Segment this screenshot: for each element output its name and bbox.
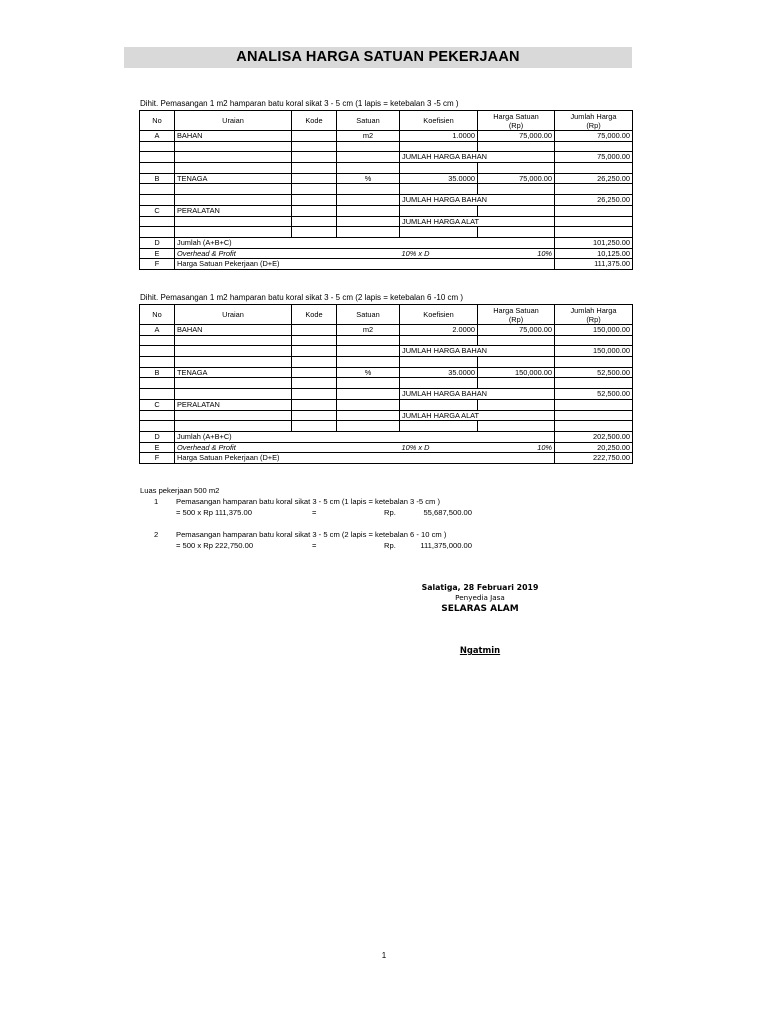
blank-row <box>140 378 633 389</box>
row-d: D Jumlah (A+B+C) 202,500.00 <box>140 431 633 442</box>
header-uraian: Uraian <box>175 111 292 131</box>
header-harga-satuan: Harga Satuan (Rp) <box>478 305 555 325</box>
summary-item-1-currency: Rp. <box>384 508 396 517</box>
row-tenaga: B TENAGA % 35.0000 150,000.00 52,500.00 <box>140 367 633 378</box>
row-jumlah-bahan: JUMLAH HARGA BAHAN 150,000.00 <box>140 346 633 357</box>
signature-place-date: Salatiga, 28 Februari 2019 <box>421 583 539 592</box>
summary-item-2-eq: = <box>312 541 317 550</box>
row-jumlah-alat: JUMLAH HARGA ALAT <box>140 410 633 421</box>
header-koefisien: Koefisien <box>400 305 478 325</box>
header-no: No <box>140 305 175 325</box>
row-e: E Overhead & Profit 10% x D 10% 20,250.00 <box>140 442 633 453</box>
summary-item-1-eq: = <box>312 508 317 517</box>
header-jumlah-harga: Jumlah Harga (Rp) <box>555 111 633 131</box>
blank-row <box>140 421 633 432</box>
row-tenaga: B TENAGA % 35.0000 75,000.00 26,250.00 <box>140 173 633 184</box>
summary-item-2-total: 111,375,000.00 <box>420 541 472 550</box>
summary-item-1-calc: = 500 x Rp 111,375.00 <box>176 508 252 517</box>
blank-row <box>140 227 633 238</box>
summary-item-2-currency: Rp. <box>384 541 396 550</box>
header-no: No <box>140 111 175 131</box>
blank-row <box>140 184 633 195</box>
table-2-caption: Dihit. Pemasangan 1 m2 hamparan batu koral sikat 3 - 5 cm (2 lapis = ketebalan 6 -10 cm ) <box>140 293 464 302</box>
blank-row <box>140 335 633 346</box>
row-jumlah-tenaga: JUMLAH HARGA BAHAN 52,500.00 <box>140 389 633 400</box>
header-uraian: Uraian <box>175 305 292 325</box>
table-header-row <box>140 111 633 131</box>
page-number: 1 <box>381 951 387 960</box>
blank-row <box>140 163 633 174</box>
row-f: F Harga Satuan Pekerjaan (D+E) 222,750.00 <box>140 453 633 464</box>
header-kode: Kode <box>292 111 337 131</box>
page-title: ANALISA HARGA SATUAN PEKERJAAN <box>124 47 632 68</box>
blank-row <box>140 141 633 152</box>
summary-item-1-total: 55,687,500.00 <box>423 508 472 517</box>
header-satuan: Satuan <box>337 111 400 131</box>
header-koefisien: Koefisien <box>400 111 478 131</box>
summary-item-1-num: 1 <box>154 497 159 506</box>
signature-company: SELARAS ALAM <box>441 604 519 614</box>
signature-name: Ngatmin <box>459 645 501 655</box>
summary-item-2-num: 2 <box>154 530 159 539</box>
summary-item-2-desc: Pemasangan hamparan batu koral sikat 3 - 5 cm (2 lapis = ketebalan 6 - 10 cm ) <box>176 530 447 539</box>
signature-role: Penyedia Jasa <box>455 593 505 602</box>
row-peralatan: C PERALATAN <box>140 399 633 410</box>
ahs-table-1 <box>139 110 633 270</box>
row-bahan: A BAHAN m2 2.0000 75,000.00 150,000.00 <box>140 325 633 336</box>
header-jumlah-harga: Jumlah Harga (Rp) <box>555 305 633 325</box>
summary-item-1-desc: Pemasangan hamparan batu koral sikat 3 - 5 cm (1 lapis = ketebalan 3 -5 cm ) <box>176 497 441 506</box>
summary-item-2-calc: = 500 x Rp 222,750.00 <box>176 541 254 550</box>
row-jumlah-bahan: JUMLAH HARGA BAHAN 75,000.00 <box>140 152 633 163</box>
row-d: D Jumlah (A+B+C) 101,250.00 <box>140 237 633 248</box>
ahs-table-2 <box>139 304 633 464</box>
row-e: E Overhead & Profit 10% x D 10% 10,125.00 <box>140 248 633 259</box>
blank-row <box>140 357 633 368</box>
table-header-row <box>140 305 633 325</box>
header-satuan: Satuan <box>337 305 400 325</box>
row-jumlah-alat: JUMLAH HARGA ALAT <box>140 216 633 227</box>
summary-heading: Luas pekerjaan 500 m2 <box>140 486 220 495</box>
row-f: F Harga Satuan Pekerjaan (D+E) 111,375.00 <box>140 259 633 270</box>
header-harga-satuan: Harga Satuan (Rp) <box>478 111 555 131</box>
header-kode: Kode <box>292 305 337 325</box>
table-1-caption: Dihit. Pemasangan 1 m2 hamparan batu koral sikat 3 - 5 cm (1 lapis = ketebalan 3 -5 cm ) <box>140 99 459 108</box>
row-bahan: A BAHAN m2 1.0000 75,000.00 75,000.00 <box>140 131 633 142</box>
row-jumlah-tenaga: JUMLAH HARGA BAHAN 26,250.00 <box>140 195 633 206</box>
row-peralatan: C PERALATAN <box>140 205 633 216</box>
